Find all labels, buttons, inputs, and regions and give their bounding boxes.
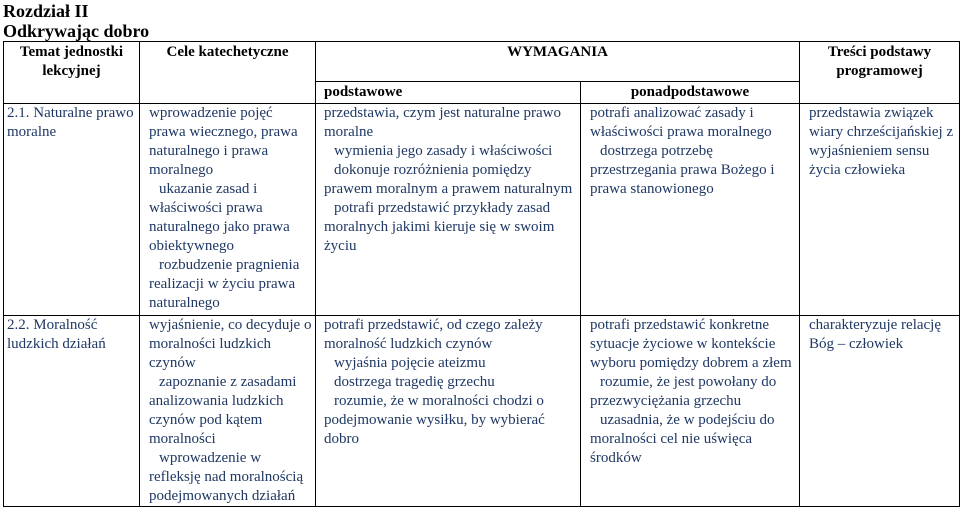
- list-item: zapoznanie z zasadami analizowania ludzkich czynów pod kątem moralności: [149, 374, 297, 447]
- curriculum-cell: [800, 316, 960, 507]
- list-item: charakteryzuje relację Bóg – człowiek: [809, 317, 941, 352]
- basic-cell: [316, 316, 581, 507]
- header-topic: Temat jednostki lekcyjnej: [4, 42, 140, 104]
- list-item: potrafi przedstawić przykłady zasad moralnych jakimi kieruje się w swoim życiu: [324, 200, 555, 254]
- list-item: wyjaśnia pojęcie ateizmu: [334, 355, 486, 371]
- list-item: wprowadzenie pojęć prawa wiecznego, prawa naturalnego i prawa moralnego: [149, 105, 298, 178]
- topic-cell: 2.1. Naturalne prawo moralne: [4, 104, 140, 316]
- table-row: [4, 316, 960, 507]
- list-item: potrafi analizować zasady i właściwości prawa moralnego: [590, 105, 772, 140]
- list-item: dokonuje rozróżnienia pomiędzy prawem moralnym a prawem naturalnym: [324, 162, 573, 197]
- list-item: rozumie, że jest powołany do przezwyciężania grzechu: [590, 374, 777, 409]
- list-item: potrafi przedstawić, od czego zależy moralność ludzkich czynów: [324, 317, 543, 352]
- list-item: ukazanie zasad i właściwości prawa naturalnego jako prawa obiektywnego: [149, 181, 290, 254]
- advanced-cell: [581, 316, 800, 507]
- basic-cell: [316, 104, 581, 316]
- list-item: rozbudzenie pragnienia realizacji w życiu prawa naturalnego: [149, 257, 300, 311]
- list-item: rozumie, że w moralności chodzi o podejmowanie wysiłku, by wybierać dobro: [324, 393, 545, 447]
- list-item: wyjaśnienie, co decyduje o moralności ludzkich czynów: [149, 317, 312, 371]
- list-item: potrafi przedstawić konkretne sytuacje życiowe w kontekście wyboru pomiędzy dobrem a złem: [590, 317, 792, 371]
- goals-cell: [140, 104, 316, 316]
- header-goals: Cele katechetyczne: [140, 42, 316, 104]
- list-item: dostrzega potrzebę przestrzegania prawa Bożego i prawa stanowionego: [590, 143, 775, 197]
- topic-cell: 2.2. Moralność ludzkich działań: [4, 316, 140, 507]
- header-basic: podstawowe: [316, 82, 581, 104]
- list-item: uzasadnia, że w podejściu do moralności cel nie uświęca środków: [590, 412, 775, 466]
- header-advanced: ponadpodstawowe: [581, 82, 800, 104]
- advanced-cell: [581, 104, 800, 316]
- chapter-title: Odkrywając dobro: [3, 21, 150, 41]
- list-item: przedstawia, czym jest naturalne prawo moralne: [324, 105, 561, 140]
- list-item: wprowadzenie w refleksję nad moralnością podejmowanych działań: [149, 450, 304, 504]
- list-item: dostrzega tragedię grzechu: [334, 374, 495, 390]
- list-item: wymienia jego zasady i właściwości: [334, 143, 553, 159]
- table-header-row: [4, 42, 960, 82]
- curriculum-cell: [800, 104, 960, 316]
- table-row: [4, 104, 960, 316]
- requirements-table: [3, 41, 960, 507]
- goals-cell: [140, 316, 316, 507]
- chapter-number: Rozdział II: [3, 1, 89, 21]
- list-item: przedstawia związek wiary chrześcijańskiej z wyjaśnieniem sensu życia człowieka: [809, 105, 954, 178]
- header-curriculum: Treści podstawy programowej: [800, 42, 960, 104]
- header-requirements: WYMAGANIA: [316, 42, 800, 82]
